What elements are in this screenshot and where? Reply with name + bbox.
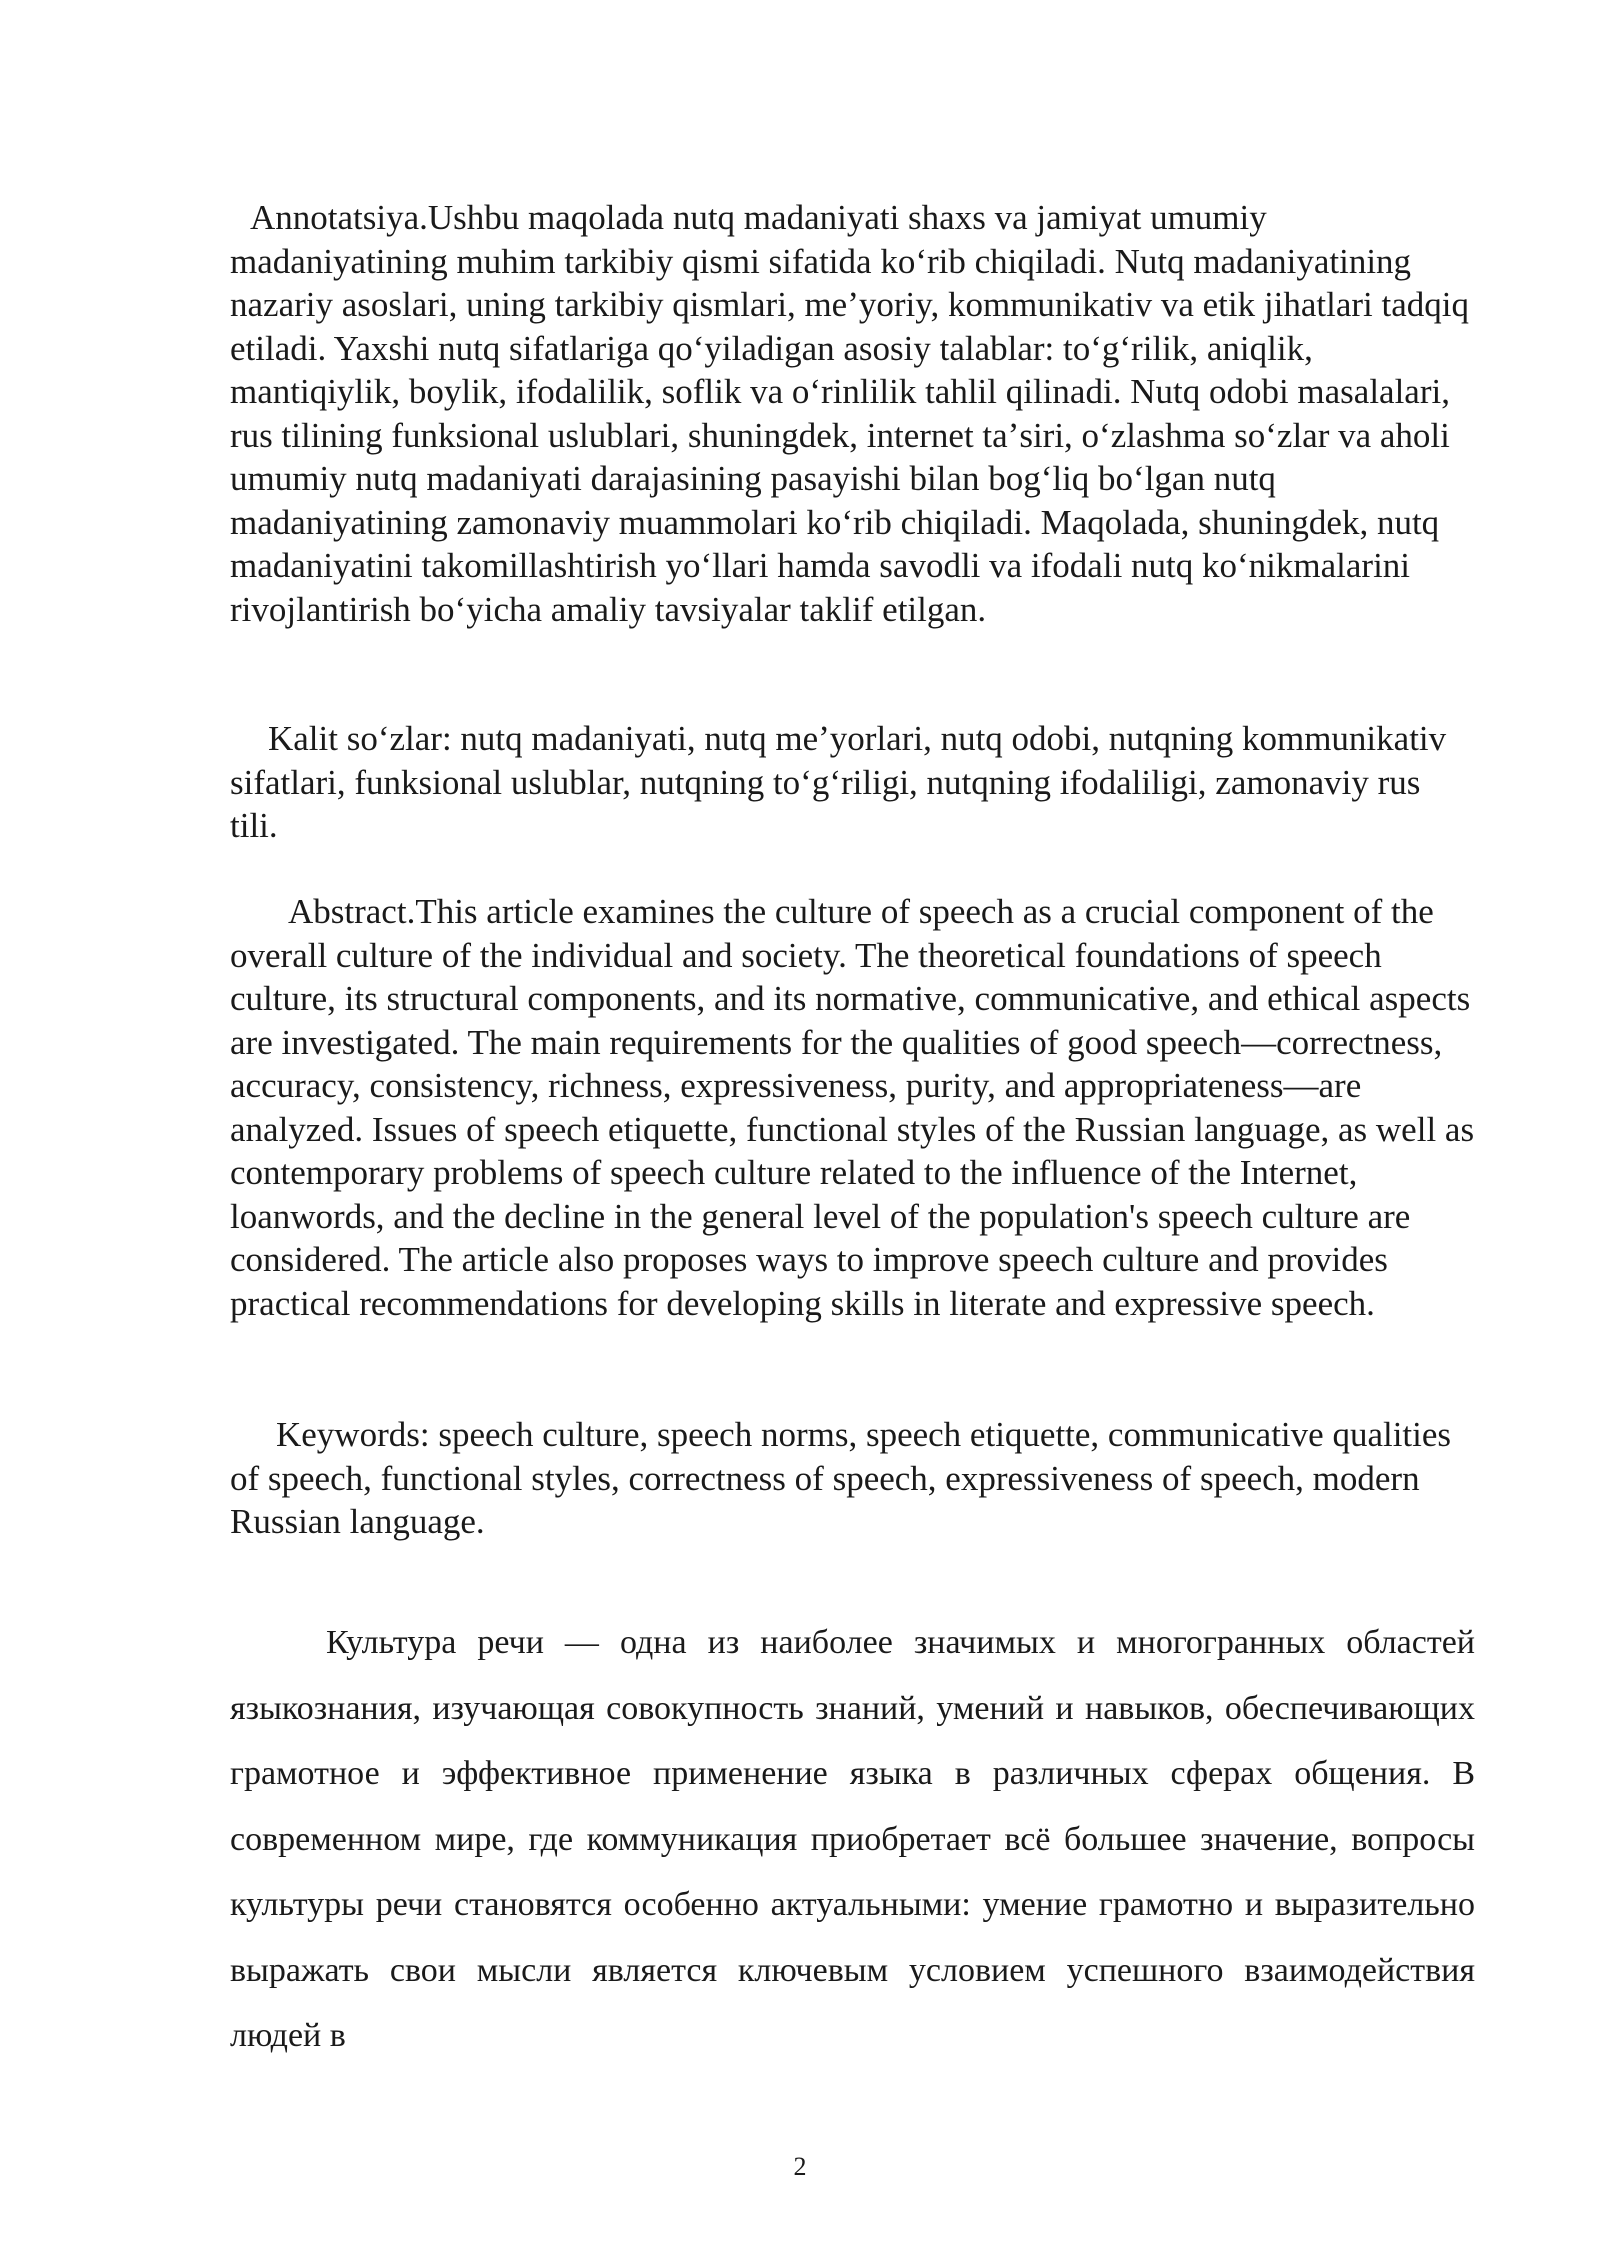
annotation-paragraph: Annotatsiya.Ushbu maqolada nutq madaniyati shaxs va jamiyat umumiy madaniyatining muhim tarkibiy qismi sifatida koʻrib chiqiladi. Nutq madaniyatining nazariy asoslari, uning tarkibiy qismlari, meʼyoriy, kommunikativ va etik jihatlari tadqiq etiladi. Yaxshi nutq sifatlariga qoʻyiladigan asosiy talablar: toʻgʻrilik, aniqlik, mantiqiylik, boylik, ifodalilik, soflik va oʻrinlilik tahlil qilinadi. Nutq odobi masalalari, rus tilining funksional uslublari, shuningdek, internet taʼsiri, oʻzlashma soʻzlar va aholi umumiy nutq madaniyati darajasining pasayishi bilan bogʻliq boʻlgan nutq madaniyatining zamonaviy muammolari koʻrib chiqiladi. Maqolada, shuningdek, nutq madaniyatini takomillashtirish yoʻllari hamda savodli va ifodali nutq koʻnikmalarini rivojlantirish boʻyicha amaliy tavsiyalar taklif etilgan. [230,198,1469,629]
body-paragraph: Культура речи — одна из наиболее значимых и многогранных областей языкознания, изучающая совокупность знаний, умений и навыков, обеспечивающих грамотное и эффективное применение языка в различных сферах общения. В современном мире, где коммуникация приобретает всё большее значение, вопросы культуры речи становятся особенно актуальными: умение грамотно и выразительно выражать свои мысли является ключевым условием успешного взаимодействия людей в [230,1624,1475,2054]
keywords-uz-paragraph: Kalit soʻzlar: nutq madaniyati, nutq meʼyorlari, nutq odobi, nutqning kommunikativ sifatlari, funksional uslublar, nutqning toʻgʻriligi, nutqning ifodaliligi, zamonaviy rus tili. [230,719,1447,845]
page-number: 2 [793,2152,807,2181]
keywords-en-paragraph: Keywords: speech culture, speech norms, speech etiquette, communicative qualities of speech, functional styles, correctness of speech, expressiveness of speech, modern Russian language. [230,1415,1452,1541]
abstract-paragraph: Abstract.This article examines the culture of speech as a crucial component of the overall culture of the individual and society. The theoretical foundations of speech culture, its structural components, and its normative, communicative, and ethical aspects are investigated. The main requirements for the qualities of good speech—correctness, accuracy, consistency, richness, expressiveness, purity, and appropriateness—are analyzed. Issues of speech etiquette, functional styles of the Russian language, as well as contemporary problems of speech culture related to the influence of the Internet, loanwords, and the decline in the general level of the population's speech culture are considered. The article also proposes ways to improve speech culture and provides practical recommendations for developing skills in literate and expressive speech. [230,892,1475,1323]
